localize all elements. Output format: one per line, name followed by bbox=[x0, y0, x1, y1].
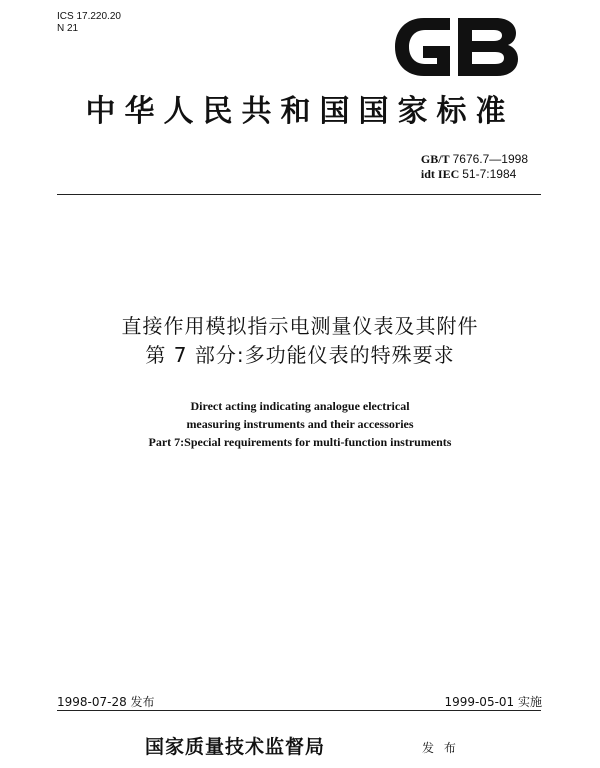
publish-label: 发 布 bbox=[422, 741, 459, 755]
idt-number-value: 51-7:1984 bbox=[462, 167, 517, 181]
english-title-line-3: Part 7:Special requirements for multi-function instruments bbox=[148, 435, 452, 449]
chinese-title-line-1: 直接作用模拟指示电测量仪表及其附件 bbox=[121, 314, 479, 338]
publisher-name: 国家质量技术监督局 bbox=[145, 736, 326, 758]
implementation-date: 1999-05-01 实施 bbox=[444, 695, 542, 709]
issue-date: 1998-07-28 发布 bbox=[57, 695, 155, 709]
gb-logo-icon bbox=[392, 16, 520, 78]
standard-prefix: GB/T bbox=[420, 152, 450, 166]
ics-code: ICS 17.220.20 bbox=[57, 11, 121, 22]
standard-number bbox=[421, 152, 528, 167]
english-title-line-2: measuring instruments and their accessories bbox=[186, 417, 414, 431]
standard-type-title: 中华人民共和国国家标准 bbox=[85, 94, 515, 129]
classification-codes bbox=[57, 11, 121, 35]
bottom-divider bbox=[57, 710, 541, 711]
top-divider bbox=[57, 194, 541, 195]
idt-prefix: idt IEC bbox=[420, 167, 460, 181]
idt-reference bbox=[421, 167, 528, 182]
chinese-title-line-2: 第 7 部分:多功能仪表的特殊要求 bbox=[145, 343, 455, 367]
english-title-line-1: Direct acting indicating analogue electrical bbox=[190, 399, 410, 413]
ccs-code: N 21 bbox=[57, 23, 79, 34]
standard-codes bbox=[421, 152, 528, 182]
standard-number-value: 7676.7—1998 bbox=[452, 152, 528, 166]
